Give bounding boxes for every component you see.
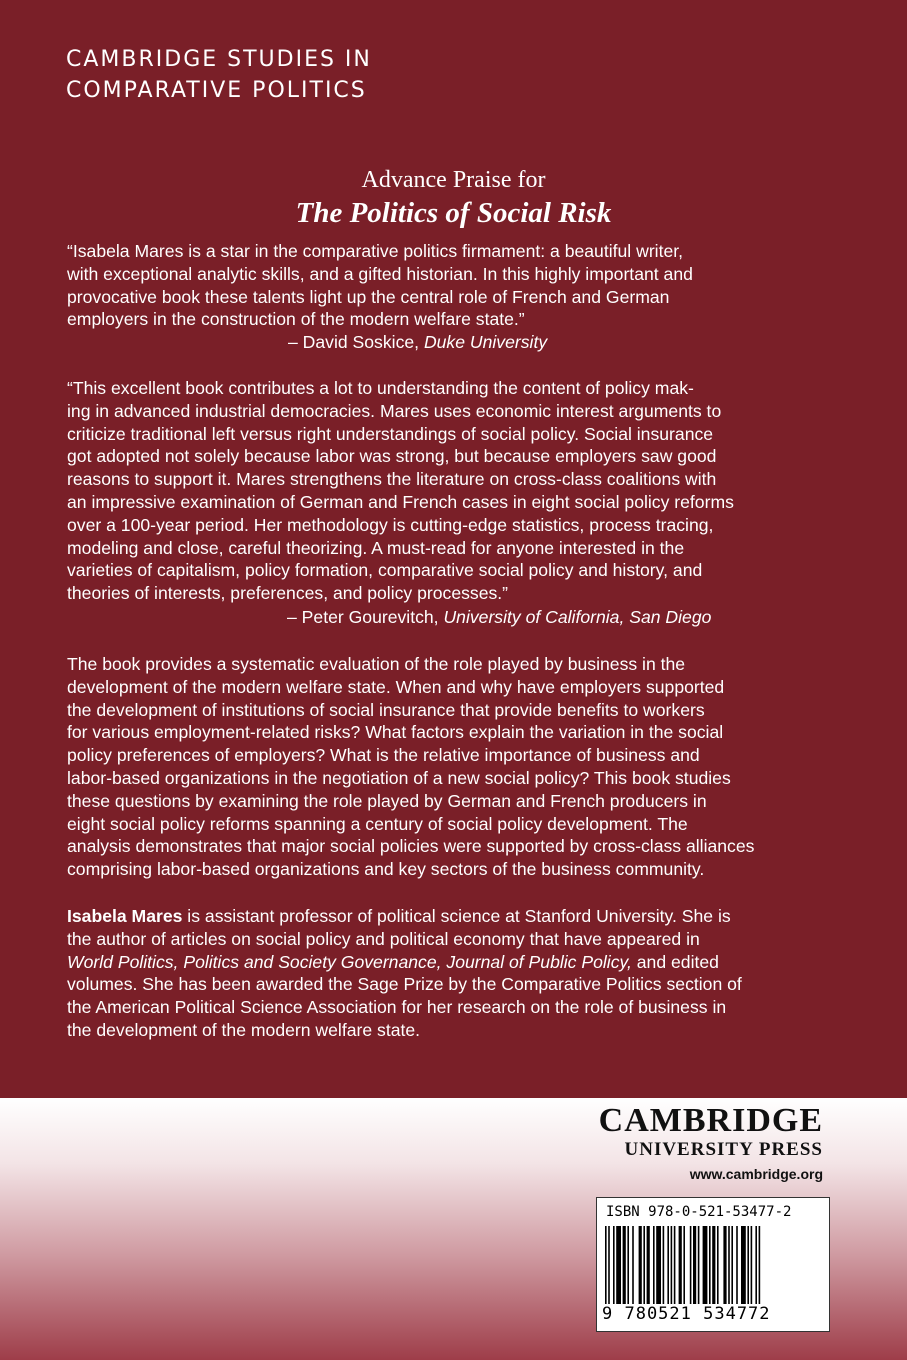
series-title-line-2: COMPARATIVE POLITICS — [66, 78, 367, 103]
description-line: eight social policy reforms spanning a century of social policy development. The — [67, 813, 688, 834]
description-line: labor-based organizations in the negotiation of a new social policy? This book studies — [67, 767, 731, 788]
description-line: policy preferences of employers? What is the relative importance of business and — [67, 745, 700, 766]
author-name: Isabela Mares — [67, 906, 183, 926]
quote-1-line: provocative book these talents light up the central role of French and German — [67, 286, 670, 307]
attribution-name: – Peter Gourevitch, — [287, 607, 439, 627]
isbn-label: ISBN 978-0-521-53477-2 — [606, 1204, 792, 1220]
quote-2-line: “This excellent book contributes a lot to understanding the content of policy mak- — [67, 378, 694, 398]
quote-2-line: modeling and close, careful theorizing. A must-read for anyone interested in the — [67, 537, 685, 558]
quote-2-line: ing in advanced industrial democracies. Mares uses economic interest arguments to — [67, 400, 722, 421]
description-line: The book provides a systematic evaluation of the role played by business in the — [67, 654, 686, 674]
bio-line: volumes. She has been awarded the Sage Prize by the Comparative Politics section of — [67, 974, 742, 995]
description-line: the development of institutions of social insurance that provide benefits to workers — [67, 699, 705, 720]
publisher-logo — [599, 1104, 823, 1184]
bio-line: the American Political Science Association for her research on the role of business in — [67, 997, 727, 1018]
quote-2-line: over a 100-year period. Her methodology is cutting-edge statistics, process tracing, — [67, 514, 714, 535]
author-bio — [67, 905, 847, 1042]
description-line: development of the modern welfare state. When and why have employers supported — [67, 676, 725, 697]
attribution-affiliation: University of California, San Diego — [443, 607, 712, 627]
description-line: these questions by examining the role played by German and French producers in — [67, 790, 707, 811]
attribution-affiliation: Duke University — [423, 332, 548, 352]
quote-1 — [67, 240, 847, 331]
quote-1-line: “Isabela Mares is a star in the comparative politics firmament: a beautiful writer, — [67, 241, 684, 261]
publisher-press: UNIVERSITY PRESS — [624, 1139, 823, 1160]
quote-2-line: theories of interests, preferences, and policy processes.” — [67, 583, 509, 604]
bio-line: the development of the modern welfare state. — [67, 1019, 421, 1040]
barcode-number: 9 780521 534772 — [602, 1304, 771, 1324]
quote-1-attribution — [288, 331, 547, 354]
description-line: for various employment-related risks? What factors explain the variation in the social — [67, 722, 724, 743]
publisher-name: CAMBRIDGE — [598, 1102, 823, 1139]
quote-2-attribution — [287, 606, 711, 629]
journal-list: World Politics, Politics and Society Governance, Journal of Public Policy, — [67, 951, 632, 972]
bio-line: the author of articles on social policy and political economy that have appeared in — [67, 928, 700, 949]
quote-2-line: an impressive examination of German and French cases in eight social policy reforms — [67, 491, 734, 512]
quote-2-line: got adopted not solely because labor was strong, but because employers saw good — [67, 446, 717, 467]
quote-2 — [67, 377, 847, 605]
series-title-line-1: CAMBRIDGE STUDIES IN — [66, 47, 372, 72]
book-title: The Politics of Social Risk — [295, 197, 612, 229]
attribution-name: – David Soskice, — [288, 332, 420, 352]
description-line: comprising labor-based organizations and key sectors of the business community. — [67, 859, 705, 880]
quote-1-line: with exceptional analytic skills, and a gifted historian. In this highly important and — [67, 263, 693, 284]
series-title — [66, 44, 372, 106]
book-description — [67, 653, 847, 881]
description-line: analysis demonstrates that major social policies were supported by cross-class alliances — [67, 836, 755, 857]
publisher-website: www.cambridge.org — [689, 1166, 823, 1182]
praise-label: Advance Praise for — [361, 167, 546, 193]
bio-text: and edited — [631, 951, 719, 972]
quote-2-line: varieties of capitalism, policy formation, comparative social policy and history, and — [67, 560, 703, 581]
bio-text: is assistant professor of political science at Stanford University. She is — [182, 906, 731, 926]
barcode-bars — [605, 1226, 821, 1304]
quote-1-line: employers in the construction of the modern welfare state.” — [67, 309, 525, 330]
quote-2-line: criticize traditional left versus right understandings of social policy. Social insurance — [67, 423, 714, 444]
praise-heading — [0, 166, 907, 230]
barcode — [596, 1197, 830, 1332]
quote-2-line: reasons to support it. Mares strengthens the literature on cross-class coalitions with — [67, 469, 717, 490]
bio-line — [67, 905, 847, 928]
bio-line — [67, 951, 847, 974]
